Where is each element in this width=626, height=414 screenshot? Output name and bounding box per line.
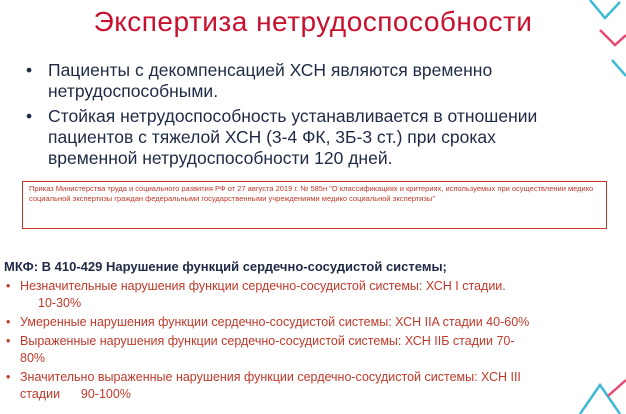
mkf-heading: МКФ: В 410-429 Нарушение функций сердечно-сосудистой системы; bbox=[4, 259, 447, 274]
mkf-item-text: Незначительные нарушения функции сердечно-сосудистой системы: ХСН I стадии. bbox=[20, 279, 506, 293]
mkf-list bbox=[4, 278, 609, 405]
mkf-list-item bbox=[4, 369, 609, 403]
mkf-item-text: Выраженные нарушения функции сердечно-сосудистой системы: ХСН IIБ стадии 70- bbox=[20, 334, 515, 348]
order-reference-box bbox=[22, 181, 607, 229]
mkf-item-text: Умеренные нарушения функции сердечно-сосудистой системы: ХСН IIA стадии 40-60% bbox=[20, 315, 530, 329]
mkf-list-item bbox=[4, 333, 609, 367]
order-reference-text: Приказ Министерства труда и социального развития РФ от 27 августа 2019 г. № 585н "О классификациях и критериях, используемых при осуществлении медико социальной экспертизы граждан федеральными государственными учреждениями медико социальной экспертизы" bbox=[29, 184, 594, 203]
page-title: Экспертиза нетрудоспособности bbox=[93, 6, 533, 37]
mkf-item-continuation: 80% bbox=[20, 351, 46, 365]
mkf-list-item bbox=[4, 278, 609, 312]
main-bullet-list bbox=[26, 60, 586, 173]
mkf-item-continuation: 10-30% bbox=[38, 296, 82, 310]
mkf-item-text: Значительно выраженные нарушения функции сердечно-сосудистой системы: ХСН III bbox=[20, 370, 521, 384]
mkf-list-item bbox=[4, 314, 609, 331]
main-bullet-item: • Пациенты с декомпенсацией ХСН являются временно нетрудоспособными. bbox=[26, 60, 586, 102]
main-bullet-item: • Стойкая нетрудоспособность устанавливается в отношении пациентов с тяжелой ХСН (3-4 ФК, 3Б-3 ст.) при сроках временной нетрудоспособности 120 дней. bbox=[26, 106, 586, 169]
mkf-item-continuation: стадии 90-100% bbox=[20, 387, 131, 401]
